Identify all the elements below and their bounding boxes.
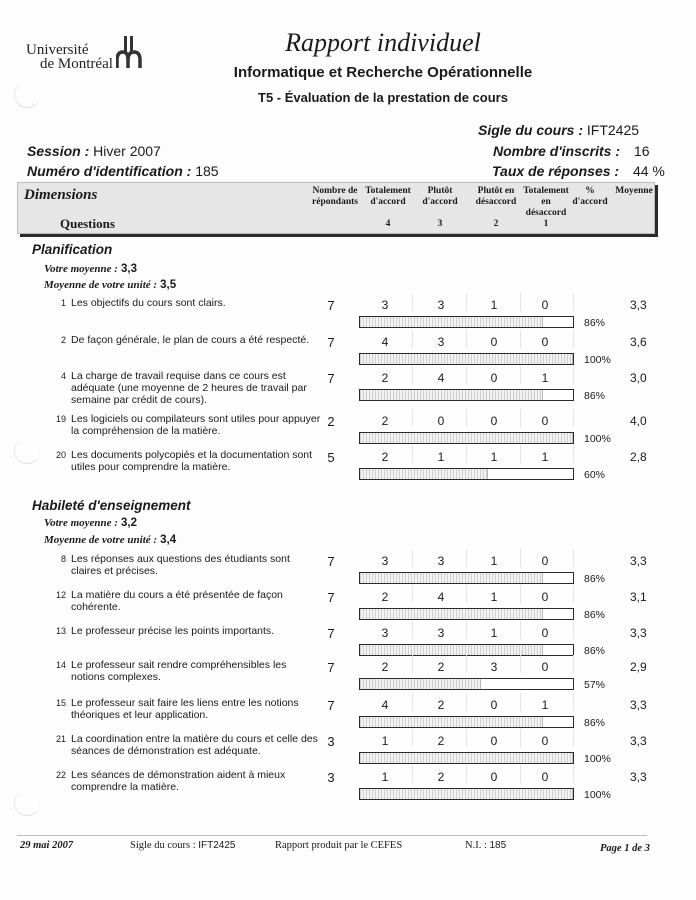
count-c1: 0 [541,335,549,349]
count-c3: 4 [437,371,445,385]
count-c3: 3 [437,335,445,349]
column-divider [466,293,467,311]
question-row [0,370,696,406]
unit-average-label: Moyenne de votre unité : [44,279,158,291]
count-c4: 3 [381,554,389,568]
session-value: Hiver 2007 [93,143,161,159]
agreement-bar [359,572,574,584]
column-header [468,186,524,208]
question-number: 22 [55,770,66,780]
column-divider [466,729,467,747]
question-number: 12 [55,590,66,600]
respondent-count: 2 [327,414,335,429]
question-text: Les séances de démonstration aident à mieux comprendre la matière. [71,769,286,793]
agreement-bar-fill [360,679,481,689]
column-divider [466,330,467,348]
column-divider [573,409,574,427]
respondent-count: 7 [327,335,335,350]
count-c4: 3 [381,298,389,312]
column-header-line: Nombre de [312,186,358,196]
count-c4: 3 [381,626,389,640]
question-text: Le professeur sait faire les liens entre les notions théoriques et leur application. [71,697,299,721]
column-header [612,186,656,197]
agreement-bar-fill [360,317,543,327]
question-text: Les logiciels ou compilateurs sont utiles pour appuyer la compréhension de la matière. [71,413,321,437]
count-c4: 2 [381,660,389,674]
column-divider [520,765,521,783]
course-code-label: Sigle du cours : [478,122,584,138]
question-mean: 3,3 [630,298,647,312]
report-title: Rapport individuel [285,28,481,57]
count-c1: 0 [541,554,549,568]
column-divider [466,693,467,711]
agreement-bar-fill [360,354,573,364]
count-c1: 0 [541,660,549,674]
count-c2: 1 [490,626,498,640]
question-mean: 3,3 [630,770,647,784]
column-divider [520,409,521,427]
column-header-line: d'accord [370,197,406,207]
column-divider [573,445,574,463]
agreement-percent: 100% [584,433,611,445]
question-row [0,553,696,589]
column-score: 4 [385,219,391,229]
column-divider [466,445,467,463]
count-c2: 0 [490,335,498,349]
question-number: 4 [60,371,66,381]
id-value: 185 [195,163,219,179]
column-divider [573,655,574,673]
your-average [44,517,137,529]
column-divider [412,330,413,348]
unit-average [44,279,176,291]
column-header [305,186,365,208]
respondent-count: 7 [327,590,335,605]
question-text: Les objectifs du cours sont clairs. [71,297,226,309]
agreement-percent: 86% [584,317,606,329]
count-c1: 1 [541,450,549,464]
agreement-percent: 60% [584,469,606,481]
your-average-label: Votre moyenne : [44,517,118,529]
footer-page: Page 1 de 3 [600,843,650,854]
column-divider [412,729,413,747]
count-c4: 1 [381,770,389,784]
question-mean: 3,1 [630,590,647,604]
your-average-value: 3,2 [121,517,138,529]
agreement-bar-fill [360,469,488,479]
question-row [0,413,696,449]
agreement-percent: 86% [584,717,606,729]
count-c2: 1 [490,450,498,464]
question-mean: 2,8 [630,450,647,464]
column-divider [412,693,413,711]
column-score: 1 [543,219,549,229]
column-header-line: en [541,197,551,207]
unit-average [44,534,176,546]
column-header-line: d'accord [572,197,608,207]
agreement-bar [359,353,574,365]
agreement-percent: 86% [584,645,606,657]
agreement-bar [359,678,574,690]
question-row [0,625,696,661]
agreement-bar-fill [360,645,543,655]
university-name-line1: Université [26,42,89,58]
column-header [521,186,571,219]
respondent-count: 7 [327,660,335,675]
count-c1: 0 [541,414,549,428]
column-divider [573,366,574,384]
column-header-line: % [585,186,595,196]
question-mean: 2,9 [630,660,647,674]
footer-divider [17,835,647,836]
session [27,143,161,159]
column-divider [520,330,521,348]
question-mean: 3,3 [630,554,647,568]
count-c3: 1 [437,450,445,464]
count-c1: 0 [541,770,549,784]
question-row [0,769,696,805]
question-mean: 4,0 [630,414,647,428]
agreement-bar-fill [360,789,573,799]
column-divider [573,621,574,639]
count-c3: 2 [437,660,445,674]
your-average-label: Votre moyenne : [44,263,118,275]
question-number: 1 [60,298,66,308]
footer-course-value: IFT2425 [198,840,236,851]
footer-ni-value: 185 [489,840,507,851]
identification-number [27,163,219,179]
count-c4: 2 [381,450,389,464]
your-average [44,263,137,275]
column-divider [520,655,521,673]
column-divider [412,445,413,463]
question-text: De façon générale, le plan de cours a été respecté. [71,334,310,346]
respondent-count: 3 [327,770,335,785]
count-c2: 3 [490,660,498,674]
agreement-bar-fill [360,609,543,619]
count-c2: 0 [490,770,498,784]
question-row [0,733,696,769]
agreement-bar [359,752,574,764]
question-text: Le professeur sait rendre compréhensibles les notions complexes. [71,659,287,683]
id-label: Numéro d'identification : [27,163,192,179]
unit-average-value: 3,5 [160,279,177,291]
form-title: T5 - Évaluation de la prestation de cours [258,90,508,105]
response-rate-value: 44 % [632,163,665,179]
count-c3: 3 [437,298,445,312]
count-c4: 2 [381,414,389,428]
count-c2: 1 [490,590,498,604]
unit-average-label: Moyenne de votre unité : [44,534,158,546]
agreement-bar [359,608,574,620]
column-header-line: désaccord [525,208,567,218]
question-number: 2 [60,335,66,345]
question-mean: 3,3 [630,698,647,712]
count-c1: 0 [541,590,549,604]
agreement-percent: 57% [584,679,606,691]
column-divider [520,445,521,463]
count-c3: 2 [437,734,445,748]
count-c2: 0 [490,698,498,712]
count-c3: 3 [437,554,445,568]
respondent-count: 7 [327,298,335,313]
question-number: 8 [60,554,66,564]
count-c1: 1 [541,698,549,712]
footer-ni-label: N.I. : [465,840,487,851]
column-divider [573,585,574,603]
agreement-percent: 86% [584,573,606,585]
column-header-line: Plutôt en [477,186,515,196]
unit-average-value: 3,4 [160,534,177,546]
column-divider [520,729,521,747]
count-c2: 0 [490,734,498,748]
column-divider [412,549,413,567]
column-divider [520,549,521,567]
column-divider [412,765,413,783]
count-c1: 1 [541,371,549,385]
count-c2: 0 [490,414,498,428]
enrolled-label: Nombre d'inscrits : [493,143,621,159]
column-divider [412,409,413,427]
question-row [0,297,696,333]
agreement-bar-fill [360,753,573,763]
count-c3: 3 [437,626,445,640]
column-header-line: Totalement [523,186,569,196]
respondent-count: 7 [327,626,335,641]
count-c4: 2 [381,590,389,604]
question-number: 21 [55,734,66,744]
footer-produced-by: Rapport produit par le CEFES [275,840,403,851]
count-c3: 2 [437,770,445,784]
course-code-value: IFT2425 [586,122,640,138]
count-c2: 1 [490,298,498,312]
question-number: 14 [55,660,66,670]
count-c4: 2 [381,371,389,385]
count-c4: 4 [381,698,389,712]
column-divider [573,293,574,311]
column-divider [520,293,521,311]
column-divider [466,366,467,384]
column-divider [573,729,574,747]
question-number: 13 [55,626,66,636]
count-c1: 0 [541,298,549,312]
question-mean: 3,6 [630,335,647,349]
question-mean: 3,3 [630,734,647,748]
column-divider [520,621,521,639]
column-divider [520,693,521,711]
agreement-bar [359,788,574,800]
agreement-bar [359,316,574,328]
column-divider [466,549,467,567]
section-title: Habileté d'enseignement [32,498,191,513]
column-divider [466,409,467,427]
count-c4: 1 [381,734,389,748]
question-text: La coordination entre la matière du cours et celle des séances de démonstration est adéquate. [71,733,318,757]
column-divider [466,655,467,673]
question-row [0,589,696,625]
enrolled-value: 16 [633,143,650,159]
question-text: Le professeur précise les points importants. [71,625,275,637]
column-header [360,186,416,208]
count-c2: 0 [490,371,498,385]
agreement-percent: 100% [584,789,611,801]
question-row [0,449,696,485]
question-mean: 3,0 [630,371,647,385]
respondent-count: 7 [327,554,335,569]
column-divider [412,621,413,639]
agreement-bar [359,716,574,728]
column-divider [520,366,521,384]
response-rate [492,163,665,179]
question-text: Les réponses aux questions des étudiants sont claires et précises. [71,553,290,577]
column-header-line: Plutôt [427,186,453,196]
agreement-bar [359,389,574,401]
count-c3: 0 [437,414,445,428]
column-divider [412,366,413,384]
department-title: Informatique et Recherche Opérationnelle [233,64,533,81]
column-divider [573,693,574,711]
question-row [0,697,696,733]
section-title: Planification [32,242,113,257]
column-header [415,186,465,208]
question-row [0,334,696,370]
enrolled-count [493,143,650,159]
response-rate-label: Taux de réponses : [492,163,620,179]
footer-course [130,840,236,851]
column-score: 2 [493,219,499,229]
agreement-percent: 100% [584,354,611,366]
question-row [0,659,696,695]
university-name-line2: de Montréal [40,56,113,72]
count-c1: 0 [541,734,549,748]
question-number: 20 [55,450,66,460]
count-c3: 4 [437,590,445,604]
agreement-bar-fill [360,717,543,727]
column-divider [412,655,413,673]
column-header-line: Moyenne [615,186,653,196]
respondent-count: 7 [327,371,335,386]
respondent-count: 5 [327,450,335,465]
footer-date: 29 mai 2007 [20,840,74,851]
course-code [478,122,639,138]
count-c3: 2 [437,698,445,712]
footer-ni [465,840,506,851]
question-text: Les documents polycopiés et la documentation sont utiles pour comprendre la matière. [71,449,313,473]
agreement-bar-fill [360,573,543,583]
column-divider [573,549,574,567]
column-score: 3 [437,219,443,229]
respondent-count: 7 [327,698,335,713]
your-average-value: 3,3 [121,263,138,275]
column-divider [573,765,574,783]
respondent-count: 3 [327,734,335,749]
question-number: 19 [55,414,66,424]
column-divider [466,585,467,603]
footer-course-label: Sigle du cours : [130,840,196,851]
column-divider [573,330,574,348]
question-text: La charge de travail requise dans ce cours est adéquate (une moyenne de 2 heures de travail par semaine par crédit de cours). [71,370,307,406]
agreement-bar [359,468,574,480]
questions-heading: Questions [60,216,115,231]
question-text: La matière du cours a été présentée de façon cohérente. [71,589,283,613]
column-header-line: Totalement [365,186,411,196]
question-mean: 3,3 [630,626,647,640]
agreement-percent: 86% [584,390,606,402]
agreement-bar-fill [360,390,543,400]
column-divider [520,585,521,603]
agreement-percent: 100% [584,753,611,765]
agreement-bar [359,432,574,444]
column-divider [412,293,413,311]
count-c2: 1 [490,554,498,568]
column-divider [466,765,467,783]
count-c4: 4 [381,335,389,349]
column-divider [412,585,413,603]
question-number: 15 [55,698,66,708]
agreement-bar-fill [360,433,573,443]
column-header-line: d'accord [422,197,458,207]
column-header-line: répondants [312,197,358,207]
dimensions-heading: Dimensions [24,187,98,203]
column-header [568,186,612,208]
agreement-percent: 86% [584,609,606,621]
count-c1: 0 [541,626,549,640]
session-label: Session : [27,143,90,159]
column-header-line: désaccord [475,197,517,207]
column-divider [466,621,467,639]
